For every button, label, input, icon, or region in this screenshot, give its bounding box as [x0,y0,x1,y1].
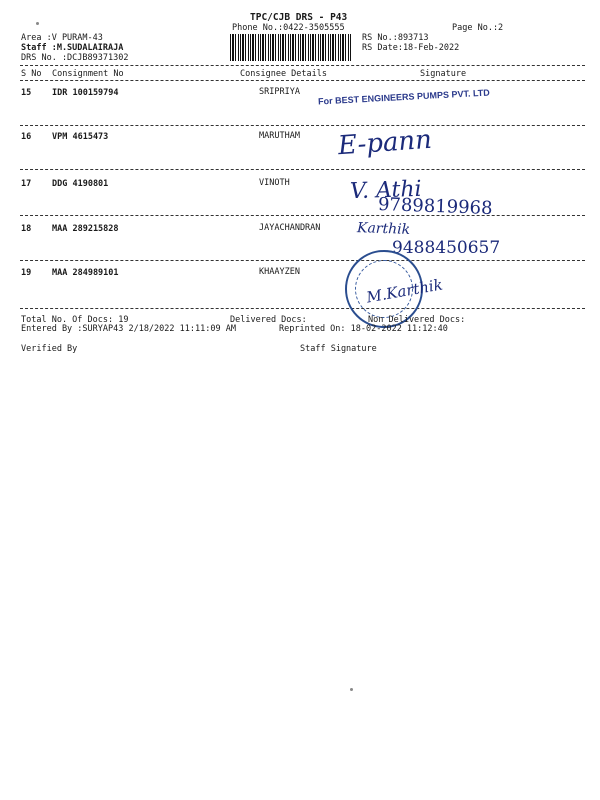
divider [20,80,585,81]
entered-by: Entered By :SURYAP43 2/18/2022 11:11:09 AM [21,324,236,334]
divider [20,215,585,216]
col-sno: S No [21,69,42,79]
divider [20,65,585,66]
drs-number: DRS No. :DCJB89371302 [21,53,129,63]
delivered-docs: Delivered Docs: [230,315,307,325]
non-delivered-docs: Non Delivered Docs: [368,315,466,325]
row-consignment: MAA 284989101 [52,268,119,278]
staff-signature: Staff Signature [300,344,377,354]
col-consignee: Consignee Details [240,69,327,79]
scan-speck [350,688,353,691]
signature-row17-phone: 9789819968 [377,194,493,219]
row-consignee: JAYACHANDRAN [259,223,321,233]
rs-number: RS No.:893713 [362,33,429,43]
row-consignment: IDR 100159794 [52,88,119,98]
page-number: Page No.:2 [452,23,504,33]
divider [20,169,585,170]
divider [20,125,585,126]
staff-label: Staff :M.SUDALAIRAJA [21,43,124,53]
row-consignee: KHAAYZEN [259,267,300,277]
document-title: TPC/CJB DRS - P43 [250,12,348,23]
barcode [230,34,352,61]
col-signature: Signature [420,69,467,79]
signature-row18: Karthik [356,220,411,238]
row-sno: 17 [21,179,32,189]
signature-row19: M.Karthik [365,275,445,307]
row-sno: 18 [21,224,32,234]
signature-row18-phone: 9488450657 [392,238,501,258]
row-consignee: MARUTHAM [259,131,300,141]
row-consignment: DDG 4190801 [52,179,109,189]
company-stamp: For BEST ENGINEERS PUMPS PVT. LTD [317,87,491,107]
row-sno: 15 [21,88,32,98]
rs-date: RS Date:18-Feb-2022 [362,43,460,53]
row-consignee: VINOTH [259,178,290,188]
scan-speck [36,22,39,25]
total-docs: Total No. Of Docs: 19 [21,315,129,325]
reprinted-on: Reprinted On: 18-02-2022 11:12:40 [279,324,448,334]
signature-row16: E-pann [337,124,433,162]
row-sno: 16 [21,132,32,142]
verified-by: Verified By [21,344,78,354]
row-consignee: SRIPRIYA [259,87,300,97]
area-label: Area :V PURAM-43 [21,33,103,43]
signature-row17: V. Athi [349,176,422,205]
row-consignment: MAA 289215828 [52,224,119,234]
row-sno: 19 [21,268,32,278]
row-consignment: VPM 4615473 [52,132,109,142]
col-consignment: Consignment No [52,69,124,79]
divider [20,308,585,309]
phone-number: Phone No.:0422-3505555 [232,23,345,33]
divider [20,260,585,261]
